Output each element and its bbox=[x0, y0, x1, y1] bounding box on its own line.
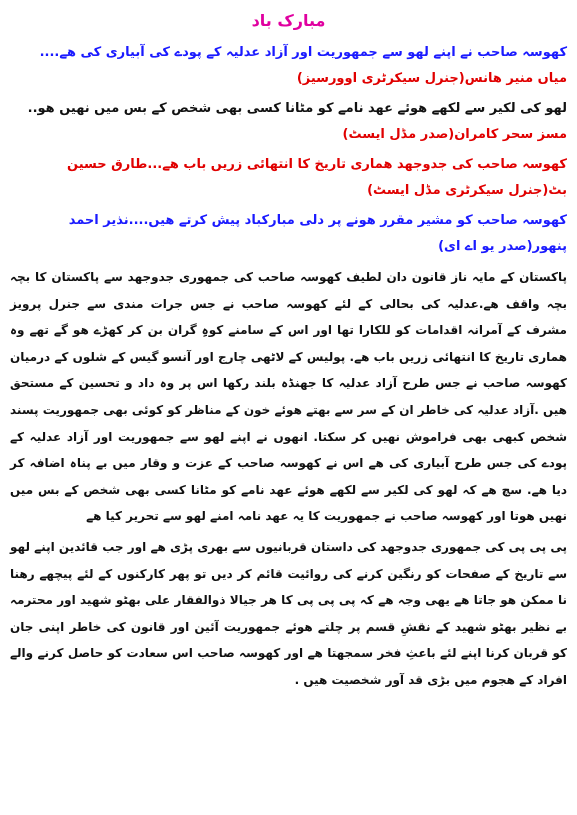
congrats-line-1-text: کھوسہ صاحب نے اپنے لھو سے جمھوریت اور آزاد عدلیہ کے پودے کی آبیاری کی ھے.... bbox=[39, 45, 567, 60]
congrats-line-3 bbox=[10, 152, 567, 204]
congrats-line-4-author: نذیر احمد پنھور(صدر یو اے ای) bbox=[68, 213, 567, 254]
congrats-line-2 bbox=[10, 96, 567, 148]
body-paragraph-1: پاکستان کے مایہ ناز قانون دان لطیف کھوسہ صاحب کی جمھوری جدوجھد سے پاکستان کا بچہ بچہ واقف ھے.عدلیہ کی بحالی کے لئے کھوسہ صاحب نے جس جرات مندی سے جنرل پرویز مشرف کے آمرانہ اقدامات کو للکارا تھا اور اس کے سامنے کوہِ گران بن کر کھڑے ھو گے تھے وہ ھماری تاریخ کا انتھائی زریں باب ھے. پولیس کے لاٹھی چارج اور آنسو گیس کے شلوں کے درمیان کھوسہ صاحب نے جس طرح آزاد عدلیہ کا جھنڈہ بلند رکھا اس پر وہ داد و تحسین کے مستحق ھیں .آزاد عدلیہ کی خاطر ان کے سر سے بھتے ھوئے خون کے مناظر کو کوئی بھی جمھوریت پسند شخص کبھی بھی فراموش نھیں کر سکتا. انھوں نے اپنے لھو سے جمھوریت اور آزاد عدلیہ کے پودے کی جس طرح آبیاری کی ھے اس نے کھوسہ صاحب کے عزت و وقار میں بے پناہ اضافہ کر دیا ھے. سچ ھے کہ لھو کی لکیر سے لکھے ھوئے عھد نامے کو مٹانا کسی بھی شخص کے بس میں نھیں ھوتا اور کھوسہ صاحب نے جمھوریت کا یہ عھد نامہ امنے لھو سے تحریر کیا ھے bbox=[10, 270, 567, 524]
congrats-line-1-author: میاں منیر ھانس(جنرل سیکرٹری اوورسیز) bbox=[296, 71, 567, 86]
congrats-line-4 bbox=[10, 208, 567, 260]
congrats-line-2-text: لھو کی لکیر سے لکھے ھوئے عھد نامے کو مٹانا کسی بھی شخص کے بس میں نھیں ھو.. bbox=[27, 101, 567, 116]
congrats-line-3-text: کھوسہ صاحب کی جدوجھد ھماری تاریخ کا انتھائی زریں باب ھے... bbox=[147, 157, 567, 172]
congrats-line-1 bbox=[10, 40, 567, 92]
body-paragraph-2: پی پی پی کی جمھوری جدوجھد کی داستان قربانیوں سے بھری پڑی ھے اور جب قائدین اپنے لھو سے تاریخ کے صفحات کو رنگین کرنے کی روائیت قائم کر دیں تو پھر کارکنوں کے لئے پیچھے رھنا نا ممکن ھو جاتا ھے یھی وجہ ھے کہ پی پی پی کا ھر جیالا ذوالفقار علی بھٹو شھید اور محترمہ بے نظیر بھٹو شھید کے نقشِ قسم پر چلتے ھوئے جمھوریت آئین اور قانون کی خاطر اپنی جان کو قربان کرنا اپنے لئے باعثِ فخر سمجھتا ھے اور کھوسہ صاحب اس سعادت کو حاصل کرنے والے افراد کے ھجوم میں بڑی قد آور شخصیت ھیں . bbox=[10, 539, 567, 687]
congrats-line-4-text: کھوسہ صاحب کو مشیر مقرر ھونے پر دلی مبارکباد پیش کرتے ھیں.... bbox=[128, 213, 567, 228]
congrats-line-3-author: طارق حسین بٹ(جنرل سیکرٹری مڈل ایسٹ) bbox=[67, 157, 567, 198]
page-title: مبارک باد bbox=[251, 11, 326, 30]
congrats-line-2-author: مسز سحر کامران(صدر مڈل ایسٹ) bbox=[342, 127, 567, 142]
